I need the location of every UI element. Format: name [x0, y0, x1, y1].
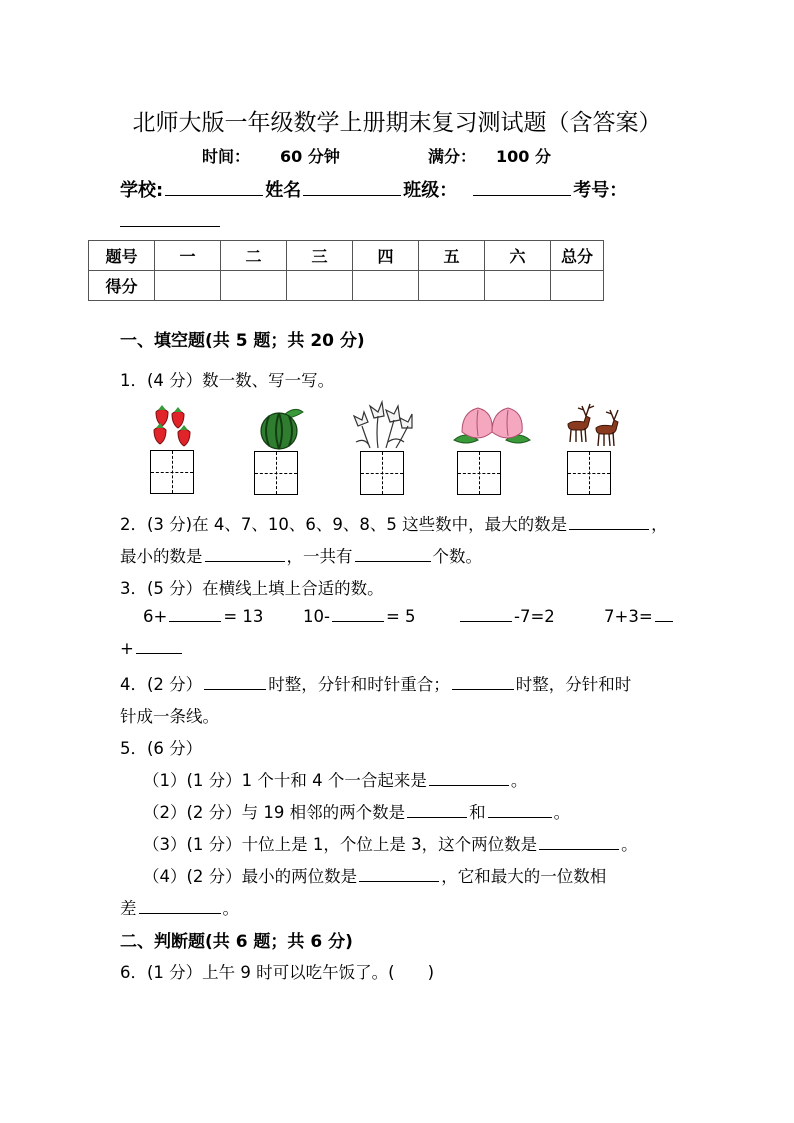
- exam-no-blank[interactable]: [120, 226, 220, 227]
- question-5-text: （3）(1 分）十位上是 1，个位上是 3，这个两位数是: [143, 835, 538, 854]
- question-5-text: （1）(1 分）1 个十和 4 个一合起来是: [143, 771, 427, 790]
- score-cell[interactable]: [419, 271, 485, 301]
- score-table-header-row: [89, 241, 604, 271]
- deer-image: [562, 398, 632, 448]
- equation-text: = 13: [223, 607, 264, 626]
- question-5-text: 和: [469, 803, 486, 822]
- question-2-line-1: [120, 511, 668, 535]
- equation-text: 6+: [143, 607, 168, 626]
- exam-no-label: 考号：: [573, 180, 628, 201]
- score-cell[interactable]: [155, 271, 221, 301]
- equation-1: [143, 607, 263, 626]
- answer-blank[interactable]: [539, 848, 619, 850]
- question-4-text: 时整，分针和时针重合；: [268, 675, 450, 694]
- question-5-text: （2）(2 分）与 19 相邻的两个数是: [143, 803, 406, 822]
- punctuation: 。: [553, 803, 571, 822]
- equation-text: -7=2: [514, 607, 555, 626]
- flowers-image: [350, 396, 416, 450]
- question-5-text: 差: [120, 899, 137, 918]
- question-5-3: [143, 831, 638, 855]
- student-info-line: [120, 176, 627, 202]
- school-blank[interactable]: [165, 194, 263, 196]
- equation-3: [458, 607, 555, 626]
- score-cell[interactable]: [485, 271, 551, 301]
- strawberries-image: [150, 402, 200, 450]
- score-table-header-cell: 一: [155, 241, 221, 271]
- writing-box-watermelon[interactable]: [254, 451, 298, 495]
- answer-blank[interactable]: [452, 688, 514, 690]
- answer-blank[interactable]: [205, 560, 285, 562]
- question-2-line-2: [120, 543, 482, 567]
- answer-blank[interactable]: [569, 528, 649, 530]
- watermelon-image: [255, 404, 307, 450]
- answer-blank[interactable]: [355, 560, 431, 562]
- answer-blank[interactable]: [429, 784, 509, 786]
- answer-blank[interactable]: [407, 816, 467, 818]
- question-4-line-1: [120, 671, 631, 695]
- answer-blank[interactable]: [359, 880, 439, 882]
- equation-2: [303, 607, 416, 626]
- score-cell[interactable]: [221, 271, 287, 301]
- score-table-header-cell: 二: [221, 241, 287, 271]
- school-label: 学校:: [120, 180, 164, 201]
- answer-blank[interactable]: [136, 652, 182, 654]
- name-blank[interactable]: [303, 194, 401, 196]
- punctuation: 。: [621, 835, 638, 854]
- punctuation: 。: [222, 899, 239, 918]
- peaches-image: [452, 402, 532, 448]
- time-label: 时间：: [202, 147, 251, 166]
- answer-blank[interactable]: [204, 688, 266, 690]
- question-4-text: 时整，分针和时: [515, 675, 632, 694]
- question-5-1: [143, 767, 527, 791]
- punctuation: 。: [510, 771, 528, 790]
- question-2-text: 最小的数是: [120, 547, 203, 566]
- score-cell[interactable]: [551, 271, 604, 301]
- section-1-heading: 一、填空题(共 5 题；共 20 分): [120, 331, 365, 351]
- full-score-label: 满分：: [428, 147, 477, 166]
- question-6: 6．(1 分）上午 9 时可以吃午饭了。( ): [120, 963, 435, 982]
- score-table-header-cell: 题号: [89, 241, 155, 271]
- section-2-heading: 二、判断题(共 6 题；共 6 分): [120, 932, 353, 952]
- equation-4-cont: [120, 639, 184, 658]
- equation-text: 7+3=: [604, 607, 653, 626]
- punctuation: ，: [651, 515, 668, 534]
- writing-box-peaches[interactable]: [457, 451, 501, 495]
- score-table-header-cell: 五: [419, 241, 485, 271]
- answer-blank[interactable]: [655, 620, 673, 622]
- score-cell[interactable]: [287, 271, 353, 301]
- answer-blank[interactable]: [332, 620, 384, 622]
- question-5-4-cont: [120, 895, 239, 919]
- question-5-2: [143, 799, 570, 823]
- question-2-text: 个数。: [432, 547, 482, 566]
- equation-4: [604, 607, 675, 626]
- question-2-text: ，一共有: [286, 547, 353, 566]
- writing-box-flowers[interactable]: [360, 451, 404, 495]
- writing-box-strawberry[interactable]: [150, 450, 194, 494]
- answer-blank[interactable]: [169, 620, 221, 622]
- score-table-header-cell: 六: [485, 241, 551, 271]
- score-table: [88, 240, 604, 301]
- score-cell[interactable]: [353, 271, 419, 301]
- question-5-text: （4）(2 分）最小的两位数是: [143, 867, 358, 886]
- score-table-score-row: [89, 271, 604, 301]
- name-label: 姓名: [265, 180, 302, 201]
- writing-box-deer[interactable]: [567, 451, 611, 495]
- question-5-4: [143, 863, 606, 887]
- equation-text: 10-: [303, 607, 330, 626]
- question-4-line-2: 针成一条线。: [120, 707, 219, 726]
- class-label: 班级：: [403, 180, 458, 201]
- class-blank[interactable]: [473, 194, 571, 196]
- answer-blank[interactable]: [139, 912, 221, 914]
- question-4-text: 4．(2 分）: [120, 675, 203, 694]
- question-3: 3．(5 分）在横线上填上合适的数。: [120, 579, 384, 598]
- score-table-header-cell: 总分: [551, 241, 604, 271]
- question-5-text: ，它和最大的一位数相: [441, 867, 607, 886]
- answer-blank[interactable]: [460, 620, 512, 622]
- page-title: 北师大版一年级数学上册期末复习测试题（含答案）: [132, 110, 662, 136]
- score-table-header-cell: 三: [287, 241, 353, 271]
- question-2-text: 2．(3 分)在 4、7、10、6、9、8、5 这些数中，最大的数是: [120, 515, 568, 534]
- question-1: 1．(4 分）数一数、写一写。: [120, 371, 335, 390]
- answer-blank[interactable]: [488, 816, 552, 818]
- equation-text: +: [120, 639, 134, 658]
- equation-text: = 5: [385, 607, 416, 626]
- full-score-value: 100 分: [496, 147, 551, 166]
- score-table-header-cell: 四: [353, 241, 419, 271]
- time-value: 60 分钟: [280, 147, 340, 166]
- score-row-label: 得分: [89, 271, 155, 301]
- question-5: 5．(6 分）: [120, 739, 203, 758]
